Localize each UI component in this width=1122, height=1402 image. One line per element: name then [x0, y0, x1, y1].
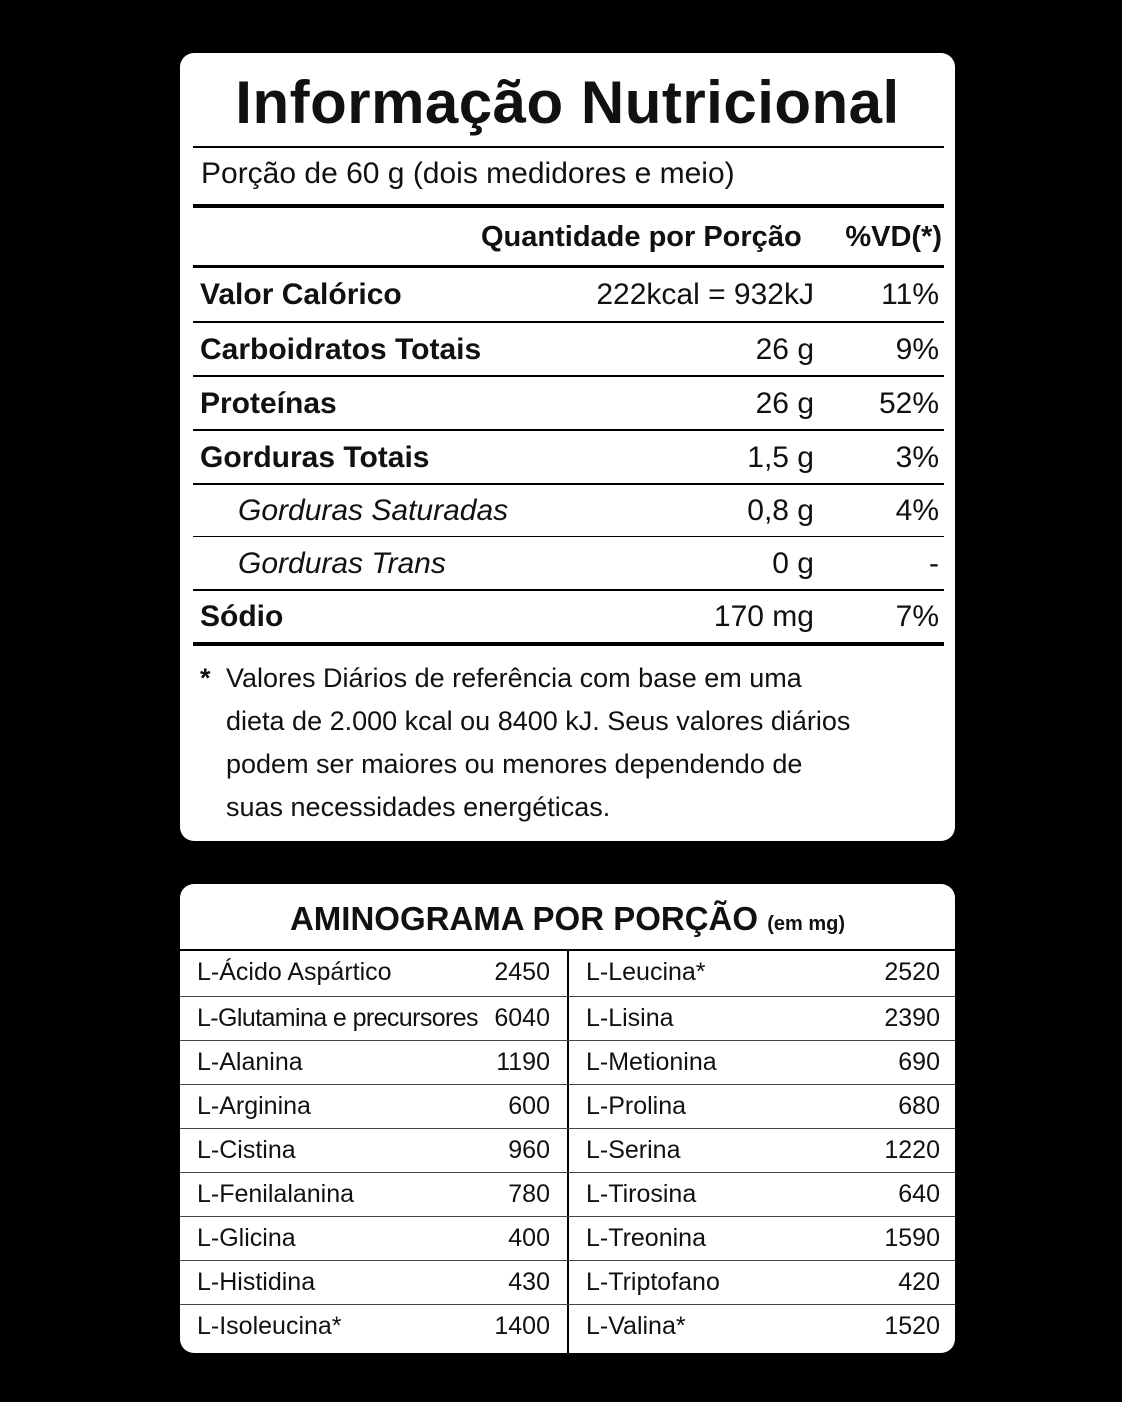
nutrient-vd: 3% — [895, 441, 939, 474]
amino-value: 600 — [508, 1092, 550, 1120]
divider — [193, 642, 944, 646]
nutrient-row-sub — [193, 537, 944, 591]
amino-name: L-Treonina — [586, 1224, 706, 1252]
amino-value: 680 — [898, 1092, 940, 1120]
portion-size: Porção de 60 g (dois medidores e meio) — [201, 157, 735, 190]
amino-value: 690 — [898, 1048, 940, 1076]
amino-value: 960 — [508, 1136, 550, 1164]
nutrient-row — [193, 323, 944, 377]
nutrient-label: Gorduras Saturadas — [238, 494, 509, 527]
amino-name: L-Leucina* — [586, 958, 706, 986]
nutrient-row-sub — [193, 484, 944, 538]
amino-name: L-Serina — [586, 1136, 681, 1164]
nutrient-amount: 26 g — [755, 333, 814, 366]
amino-name: L-Ácido Aspártico — [197, 958, 392, 986]
divider — [193, 204, 944, 208]
amino-value: 1590 — [884, 1224, 940, 1252]
nutrient-amount: 26 g — [755, 387, 814, 420]
table-row — [180, 996, 955, 1041]
table-row — [180, 1084, 955, 1129]
amino-name: L-Fenilalanina — [197, 1180, 355, 1208]
amino-name: L-Triptofano — [586, 1268, 720, 1296]
nutrition-facts-panel — [180, 53, 955, 841]
aminogram-unit: (em mg) — [767, 913, 846, 935]
amino-name: L-Metionina — [586, 1048, 717, 1076]
amino-name: L-Arginina — [197, 1092, 311, 1120]
nutrient-label: Valor Calórico — [200, 278, 402, 311]
amino-value: 640 — [898, 1180, 940, 1208]
amino-name: L-Glutamina e precursores — [197, 1004, 478, 1032]
amino-value: 420 — [898, 1268, 940, 1296]
nutrient-vd: 11% — [881, 278, 939, 311]
nutrient-label: Gorduras Trans — [238, 547, 446, 580]
nutrient-amount: 0 g — [772, 547, 814, 580]
amino-value: 400 — [508, 1224, 550, 1252]
amino-name: L-Valina* — [586, 1312, 686, 1340]
amino-value: 1220 — [884, 1136, 940, 1164]
amino-name: L-Lisina — [586, 1004, 674, 1032]
nutrient-vd: 4% — [895, 494, 939, 527]
nutrient-row — [193, 377, 944, 431]
nutrient-row — [193, 590, 944, 644]
aminogram-title — [180, 902, 955, 935]
nutrient-row — [193, 268, 944, 322]
amino-name: L-Cistina — [197, 1136, 296, 1164]
nutrient-label: Gorduras Totais — [200, 441, 430, 474]
amino-name: L-Alanina — [197, 1048, 303, 1076]
aminogram-table — [180, 949, 955, 1353]
header-vd: %VD(*) — [845, 221, 942, 253]
amino-value: 6040 — [494, 1004, 550, 1032]
amino-value: 780 — [508, 1180, 550, 1208]
amino-value: 2450 — [494, 958, 550, 986]
nutrient-amount: 1,5 g — [747, 441, 814, 474]
amino-value: 1190 — [496, 1048, 550, 1076]
table-row — [180, 1260, 955, 1305]
footnote-line: dieta de 2.000 kcal ou 8400 kJ. Seus valores diários — [226, 706, 851, 736]
nutrient-amount: 170 mg — [713, 600, 814, 633]
nutrient-vd: 52% — [878, 387, 939, 420]
aminogram-panel — [180, 884, 955, 1353]
table-row — [180, 951, 955, 995]
table-row — [180, 1040, 955, 1085]
amino-value: 430 — [508, 1268, 550, 1296]
nutrient-row — [193, 431, 944, 485]
table-row — [180, 1128, 955, 1173]
footnote-line: podem ser maiores ou menores dependendo de — [226, 749, 803, 779]
nutrition-title: Informação Nutricional — [235, 69, 900, 136]
footnote — [200, 657, 920, 829]
amino-value: 1400 — [494, 1312, 550, 1340]
footnote-line: Valores Diários de referência com base em uma — [226, 663, 802, 693]
divider — [193, 146, 944, 148]
amino-name: L-Prolina — [586, 1092, 687, 1120]
nutrient-amount: 222kcal = 932kJ — [596, 278, 814, 311]
aminogram-title-text: AMINOGRAMA POR PORÇÃO — [289, 900, 759, 937]
nutrient-label: Carboidratos Totais — [200, 333, 482, 366]
amino-name: L-Glicina — [197, 1224, 296, 1252]
nutrient-label: Proteínas — [200, 387, 337, 420]
footnote-line: suas necessidades energéticas. — [226, 792, 611, 822]
nutrient-vd: 9% — [895, 333, 939, 366]
amino-name: L-Isoleucina* — [197, 1312, 342, 1340]
nutrient-amount: 0,8 g — [747, 494, 814, 527]
amino-name: L-Histidina — [197, 1268, 316, 1296]
amino-value: 2390 — [884, 1004, 940, 1032]
table-row — [180, 1304, 955, 1349]
amino-value: 1520 — [884, 1312, 940, 1340]
nutrient-vd: - — [929, 547, 939, 580]
table-row — [180, 1172, 955, 1217]
amino-name: L-Tirosina — [586, 1180, 697, 1208]
table-row — [180, 1216, 955, 1261]
header-quantity: Quantidade por Porção — [481, 221, 802, 253]
nutrient-label: Sódio — [200, 600, 284, 633]
nutrient-vd: 7% — [895, 600, 939, 633]
footnote-asterisk: * — [200, 663, 211, 693]
amino-value: 2520 — [884, 958, 940, 986]
